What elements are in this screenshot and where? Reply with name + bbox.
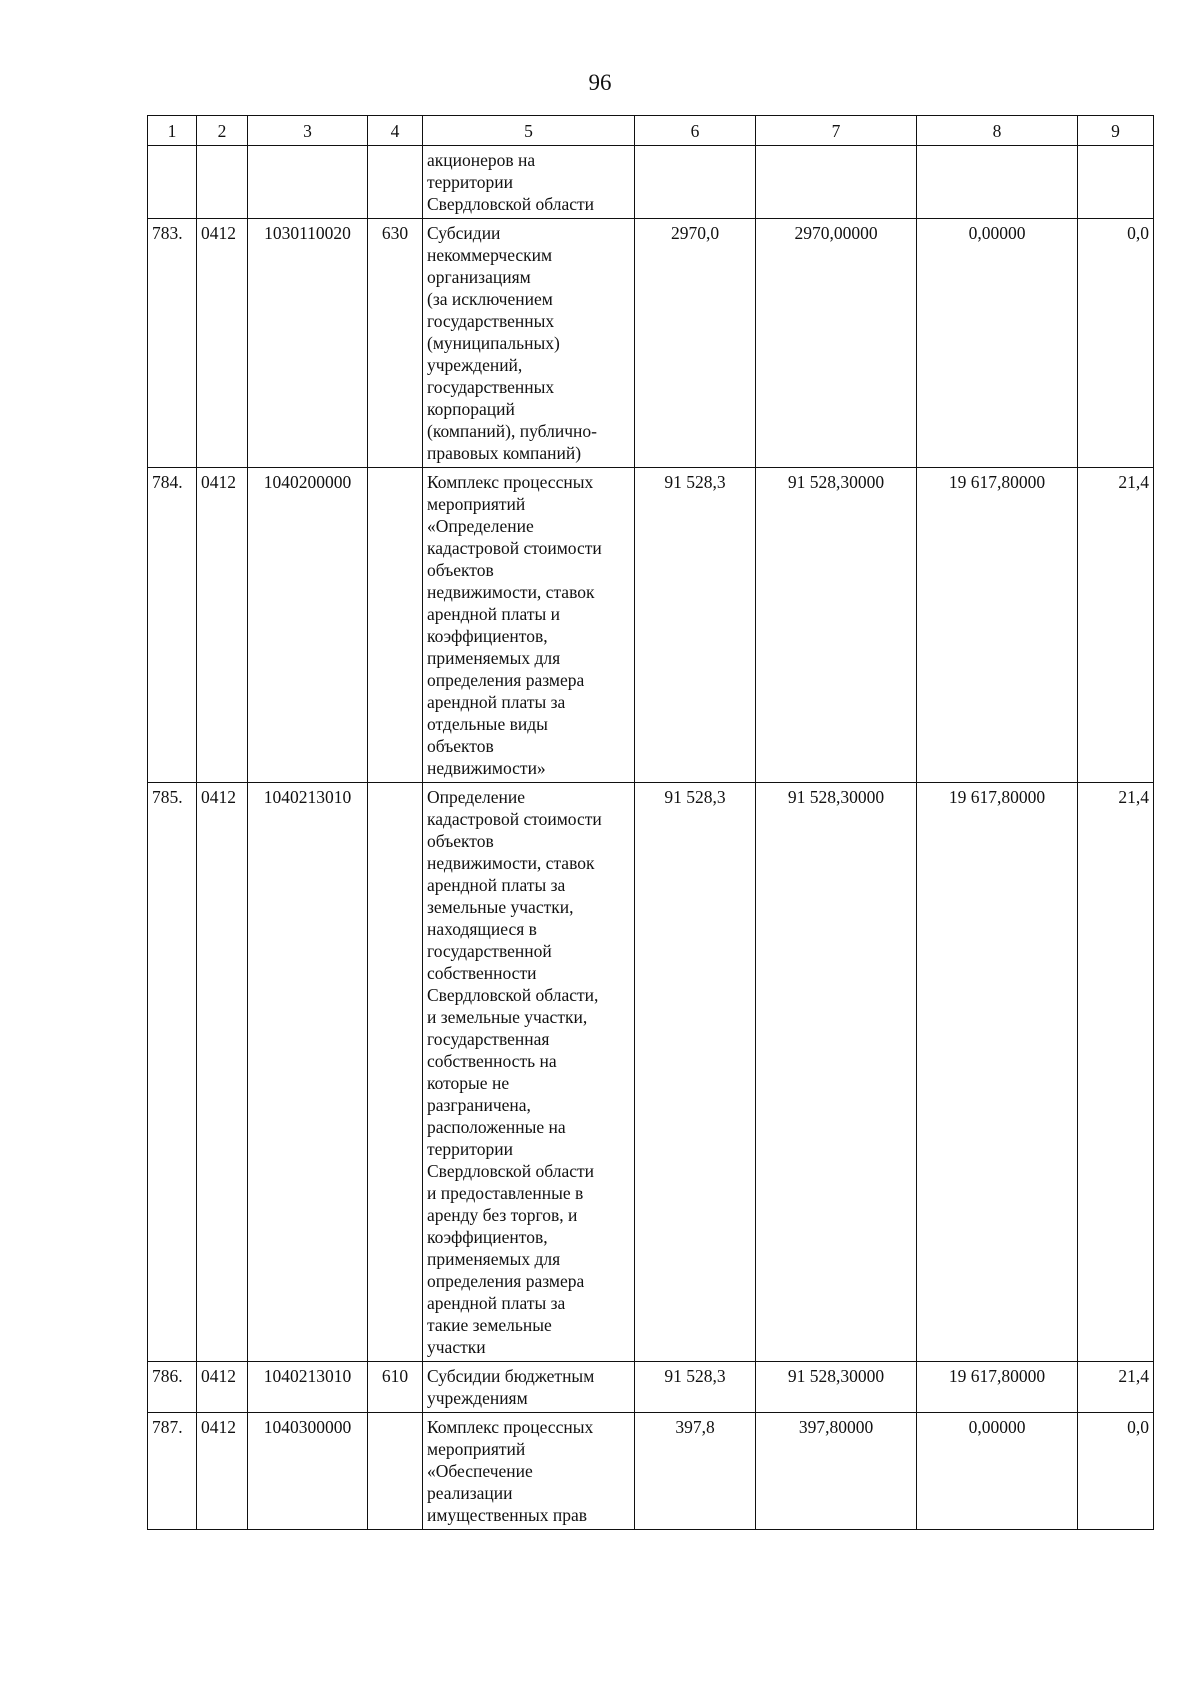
section-code-cell: 0412 <box>197 1413 248 1530</box>
description-line: определения размера <box>427 1271 585 1291</box>
page-number: 96 <box>588 70 612 95</box>
description-line: корпораций <box>427 399 515 419</box>
description-line: объектов <box>427 560 494 580</box>
header-cell: 5 <box>423 116 635 146</box>
description-line: недвижимости» <box>427 758 546 778</box>
description-line: земельные участки, <box>427 897 574 917</box>
row-number-cell: 786. <box>148 1362 197 1413</box>
section-code-cell: 0412 <box>197 468 248 783</box>
description-line: (за исключением <box>427 289 553 309</box>
description-cell <box>423 146 635 219</box>
description-line: мероприятий <box>427 494 526 514</box>
amount-col8-cell: 19 617,80000 <box>917 1362 1078 1413</box>
description-line: арендной платы и <box>427 604 560 624</box>
description-line: Свердловской области <box>427 1161 595 1181</box>
expense-type-cell <box>368 783 423 1362</box>
percent-col9-cell: 21,4 <box>1078 1362 1154 1413</box>
description-line: организациям <box>427 267 531 287</box>
amount-col6-cell: 2970,0 <box>635 219 756 468</box>
description-line: мероприятий <box>427 1439 526 1459</box>
description-line: (компаний), публично- <box>427 421 597 441</box>
percent-col9-cell: 0,0 <box>1078 219 1154 468</box>
description-line: арендной платы за <box>427 1293 566 1313</box>
expense-type-cell <box>368 1413 423 1530</box>
description-line: государственных <box>427 311 555 331</box>
header-cell: 7 <box>756 116 917 146</box>
header-cell: 1 <box>148 116 197 146</box>
description-line: Свердловской области <box>427 194 595 214</box>
description-line: Субсидии <box>427 223 501 243</box>
table-row <box>148 219 1154 468</box>
description-line: учреждений, <box>427 355 523 375</box>
description-line: (муниципальных) <box>427 333 560 353</box>
description-line: «Определение <box>427 516 534 536</box>
header-cell: 4 <box>368 116 423 146</box>
description-line: применяемых для <box>427 648 561 668</box>
target-code-cell: 1040213010 <box>248 783 368 1362</box>
amount-col8-cell: 0,00000 <box>917 1413 1078 1530</box>
section-code-cell: 0412 <box>197 783 248 1362</box>
section-code-cell: 0412 <box>197 1362 248 1413</box>
row-number-cell: 787. <box>148 1413 197 1530</box>
description-line: учреждениям <box>427 1388 528 1408</box>
percent-col9-cell <box>1078 146 1154 219</box>
description-line: государственная <box>427 1029 550 1049</box>
description-line: и предоставленные в <box>427 1183 584 1203</box>
header-cell: 8 <box>917 116 1078 146</box>
target-code-cell: 1030110020 <box>248 219 368 468</box>
section-code-cell: 0412 <box>197 219 248 468</box>
description-line: объектов <box>427 736 494 756</box>
row-number-cell <box>148 146 197 219</box>
percent-col9-cell: 21,4 <box>1078 468 1154 783</box>
target-code-cell <box>248 146 368 219</box>
amount-col8-cell: 0,00000 <box>917 219 1078 468</box>
amount-col7-cell: 91 528,30000 <box>756 468 917 783</box>
description-cell <box>423 783 635 1362</box>
description-line: недвижимости, ставок <box>427 853 595 873</box>
description-line: акционеров на <box>427 150 536 170</box>
header-row <box>148 116 1154 146</box>
description-line: кадастровой стоимости <box>427 809 602 829</box>
description-line: кадастровой стоимости <box>427 538 602 558</box>
description-line: недвижимости, ставок <box>427 582 595 602</box>
target-code-cell: 1040213010 <box>248 1362 368 1413</box>
description-line: Комплекс процессных <box>427 1417 594 1437</box>
row-number-cell: 785. <box>148 783 197 1362</box>
description-line: «Обеспечение <box>427 1461 533 1481</box>
description-line: Свердловской области, <box>427 985 599 1005</box>
description-line: которые не <box>427 1073 510 1093</box>
description-line: реализации <box>427 1483 513 1503</box>
table-row <box>148 468 1154 783</box>
description-line: аренду без торгов, и <box>427 1205 578 1225</box>
table-row <box>148 1413 1154 1530</box>
percent-col9-cell: 0,0 <box>1078 1413 1154 1530</box>
description-line: Комплекс процессных <box>427 472 594 492</box>
description-line: некоммерческим <box>427 245 553 265</box>
description-line: и земельные участки, <box>427 1007 588 1027</box>
expense-type-cell <box>368 468 423 783</box>
description-line: территории <box>427 172 513 192</box>
row-number-cell: 784. <box>148 468 197 783</box>
description-line: применяемых для <box>427 1249 561 1269</box>
description-line: участки <box>427 1337 486 1357</box>
description-line: правовых компаний) <box>427 443 582 463</box>
expense-type-cell: 630 <box>368 219 423 468</box>
expense-type-cell <box>368 146 423 219</box>
description-line: государственных <box>427 377 555 397</box>
description-cell <box>423 1362 635 1413</box>
amount-col6-cell: 397,8 <box>635 1413 756 1530</box>
description-line: государственной <box>427 941 552 961</box>
header-cell: 9 <box>1078 116 1154 146</box>
target-code-cell: 1040300000 <box>248 1413 368 1530</box>
target-code-cell: 1040200000 <box>248 468 368 783</box>
table-row <box>148 1362 1154 1413</box>
description-line: разграничена, <box>427 1095 531 1115</box>
table-row <box>148 146 1154 219</box>
amount-col7-cell <box>756 146 917 219</box>
description-line: Определение <box>427 787 525 807</box>
amount-col8-cell <box>917 146 1078 219</box>
description-cell <box>423 1413 635 1530</box>
amount-col8-cell: 19 617,80000 <box>917 783 1078 1362</box>
header-cell: 2 <box>197 116 248 146</box>
description-line: коэффициентов, <box>427 626 548 646</box>
description-line: объектов <box>427 831 494 851</box>
amount-col7-cell: 91 528,30000 <box>756 1362 917 1413</box>
budget-table <box>147 115 1154 1530</box>
description-line: арендной платы за <box>427 875 566 895</box>
description-cell <box>423 219 635 468</box>
description-line: определения размера <box>427 670 585 690</box>
header-cell: 6 <box>635 116 756 146</box>
description-cell <box>423 468 635 783</box>
section-code-cell <box>197 146 248 219</box>
amount-col8-cell: 19 617,80000 <box>917 468 1078 783</box>
description-line: имущественных прав <box>427 1505 587 1525</box>
description-line: территории <box>427 1139 513 1159</box>
table-body <box>148 116 1154 1530</box>
amount-col7-cell: 397,80000 <box>756 1413 917 1530</box>
amount-col7-cell: 2970,00000 <box>756 219 917 468</box>
description-line: такие земельные <box>427 1315 552 1335</box>
expense-type-cell: 610 <box>368 1362 423 1413</box>
description-line: арендной платы за <box>427 692 566 712</box>
amount-col7-cell: 91 528,30000 <box>756 783 917 1362</box>
amount-col6-cell: 91 528,3 <box>635 468 756 783</box>
table-row <box>148 783 1154 1362</box>
description-line: собственности <box>427 963 537 983</box>
header-cell: 3 <box>248 116 368 146</box>
amount-col6-cell: 91 528,3 <box>635 1362 756 1413</box>
percent-col9-cell: 21,4 <box>1078 783 1154 1362</box>
amount-col6-cell <box>635 146 756 219</box>
description-line: отдельные виды <box>427 714 548 734</box>
description-line: коэффициентов, <box>427 1227 548 1247</box>
description-line: расположенные на <box>427 1117 566 1137</box>
row-number-cell: 783. <box>148 219 197 468</box>
description-line: находящиеся в <box>427 919 537 939</box>
description-line: собственность на <box>427 1051 557 1071</box>
description-line: Субсидии бюджетным <box>427 1366 595 1386</box>
amount-col6-cell: 91 528,3 <box>635 783 756 1362</box>
